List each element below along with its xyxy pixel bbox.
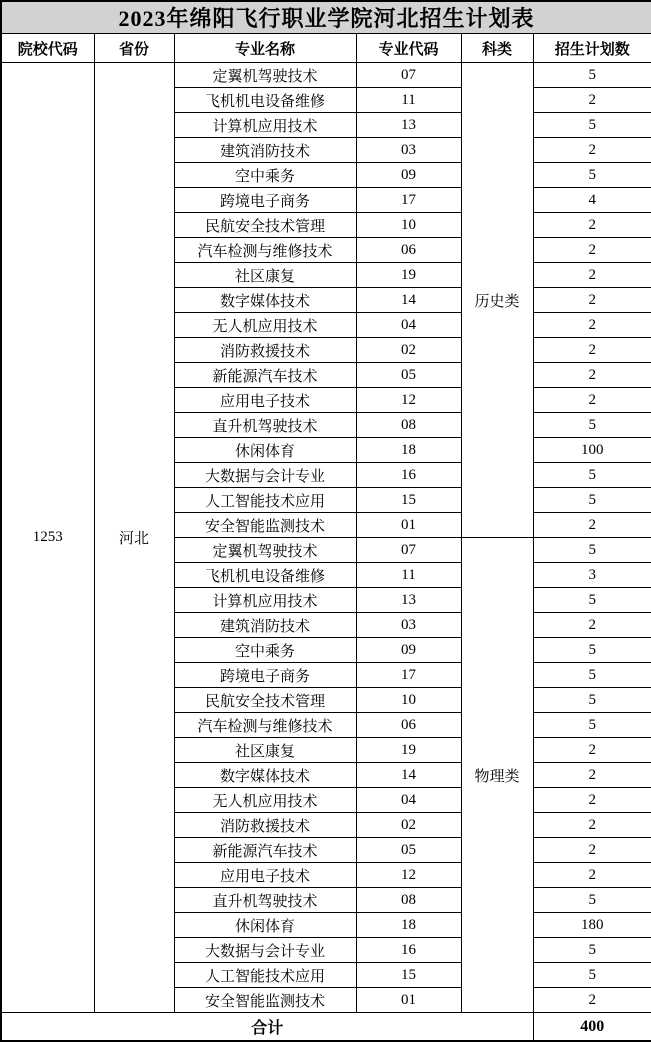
col-header-major-name: 专业名称 <box>174 34 356 63</box>
plan-count-cell: 2 <box>533 863 651 888</box>
major-code-cell: 14 <box>356 763 461 788</box>
major-code-cell: 06 <box>356 238 461 263</box>
major-code-cell: 14 <box>356 288 461 313</box>
col-header-province: 省份 <box>94 34 174 63</box>
major-name-cell: 无人机应用技术 <box>174 788 356 813</box>
total-row <box>1 1013 651 1042</box>
major-code-cell: 06 <box>356 713 461 738</box>
major-code-cell: 02 <box>356 338 461 363</box>
major-code-cell: 17 <box>356 663 461 688</box>
major-code-cell: 13 <box>356 588 461 613</box>
major-name-cell: 数字媒体技术 <box>174 288 356 313</box>
total-label: 合计 <box>1 1013 533 1042</box>
plan-count-cell: 2 <box>533 338 651 363</box>
plan-count-cell: 2 <box>533 813 651 838</box>
major-code-cell: 03 <box>356 138 461 163</box>
plan-count-cell: 4 <box>533 188 651 213</box>
table-body <box>1 63 651 1013</box>
major-code-cell: 09 <box>356 163 461 188</box>
major-code-cell: 07 <box>356 538 461 563</box>
major-code-cell: 04 <box>356 313 461 338</box>
major-name-cell: 飞机机电设备维修 <box>174 563 356 588</box>
plan-count-cell: 2 <box>533 388 651 413</box>
header-row <box>1 34 651 63</box>
major-name-cell: 大数据与会计专业 <box>174 463 356 488</box>
plan-count-cell: 2 <box>533 238 651 263</box>
major-code-cell: 02 <box>356 813 461 838</box>
major-code-cell: 01 <box>356 988 461 1013</box>
plan-count-cell: 5 <box>533 63 651 88</box>
major-name-cell: 消防救援技术 <box>174 338 356 363</box>
plan-count-cell: 2 <box>533 288 651 313</box>
col-header-major-code: 专业代码 <box>356 34 461 63</box>
major-code-cell: 19 <box>356 263 461 288</box>
plan-count-cell: 5 <box>533 413 651 438</box>
major-name-cell: 直升机驾驶技术 <box>174 413 356 438</box>
major-name-cell: 应用电子技术 <box>174 863 356 888</box>
province-cell: 河北 <box>94 63 174 1013</box>
major-name-cell: 休闲体育 <box>174 913 356 938</box>
major-name-cell: 民航安全技术管理 <box>174 213 356 238</box>
plan-count-cell: 5 <box>533 488 651 513</box>
plan-count-cell: 2 <box>533 738 651 763</box>
major-code-cell: 15 <box>356 488 461 513</box>
major-name-cell: 汽车检测与维修技术 <box>174 713 356 738</box>
major-name-cell: 定翼机驾驶技术 <box>174 63 356 88</box>
plan-count-cell: 5 <box>533 663 651 688</box>
major-name-cell: 建筑消防技术 <box>174 138 356 163</box>
col-header-college-code: 院校代码 <box>1 34 94 63</box>
plan-count-cell: 180 <box>533 913 651 938</box>
plan-count-cell: 5 <box>533 588 651 613</box>
col-header-plan-count: 招生计划数 <box>533 34 651 63</box>
major-code-cell: 16 <box>356 463 461 488</box>
page-title: 2023年绵阳飞行职业学院河北招生计划表 <box>1 1 651 34</box>
major-code-cell: 12 <box>356 863 461 888</box>
major-name-cell: 社区康复 <box>174 263 356 288</box>
major-code-cell: 03 <box>356 613 461 638</box>
major-code-cell: 10 <box>356 213 461 238</box>
major-name-cell: 安全智能监测技术 <box>174 988 356 1013</box>
plan-count-cell: 2 <box>533 513 651 538</box>
major-code-cell: 07 <box>356 63 461 88</box>
major-code-cell: 19 <box>356 738 461 763</box>
plan-count-cell: 5 <box>533 938 651 963</box>
major-name-cell: 消防救援技术 <box>174 813 356 838</box>
major-name-cell: 定翼机驾驶技术 <box>174 538 356 563</box>
plan-count-cell: 2 <box>533 613 651 638</box>
plan-count-cell: 2 <box>533 88 651 113</box>
plan-count-cell: 2 <box>533 788 651 813</box>
major-name-cell: 社区康复 <box>174 738 356 763</box>
major-name-cell: 跨境电子商务 <box>174 188 356 213</box>
major-code-cell: 05 <box>356 838 461 863</box>
major-code-cell: 01 <box>356 513 461 538</box>
plan-count-cell: 2 <box>533 263 651 288</box>
major-name-cell: 计算机应用技术 <box>174 113 356 138</box>
category-cell: 物理类 <box>461 538 533 1013</box>
plan-count-cell: 2 <box>533 363 651 388</box>
plan-count-cell: 5 <box>533 888 651 913</box>
major-name-cell: 空中乘务 <box>174 163 356 188</box>
major-code-cell: 16 <box>356 938 461 963</box>
major-name-cell: 计算机应用技术 <box>174 588 356 613</box>
major-name-cell: 新能源汽车技术 <box>174 363 356 388</box>
major-name-cell: 无人机应用技术 <box>174 313 356 338</box>
major-name-cell: 直升机驾驶技术 <box>174 888 356 913</box>
plan-count-cell: 100 <box>533 438 651 463</box>
plan-count-cell: 5 <box>533 713 651 738</box>
major-code-cell: 12 <box>356 388 461 413</box>
table-row <box>1 63 651 88</box>
major-code-cell: 08 <box>356 888 461 913</box>
major-name-cell: 人工智能技术应用 <box>174 963 356 988</box>
col-header-category: 科类 <box>461 34 533 63</box>
plan-count-cell: 5 <box>533 163 651 188</box>
major-name-cell: 跨境电子商务 <box>174 663 356 688</box>
major-code-cell: 18 <box>356 438 461 463</box>
major-code-cell: 04 <box>356 788 461 813</box>
major-code-cell: 17 <box>356 188 461 213</box>
title-row <box>1 1 651 34</box>
major-name-cell: 新能源汽车技术 <box>174 838 356 863</box>
major-name-cell: 数字媒体技术 <box>174 763 356 788</box>
major-name-cell: 空中乘务 <box>174 638 356 663</box>
plan-count-cell: 2 <box>533 763 651 788</box>
plan-count-cell: 5 <box>533 538 651 563</box>
plan-count-cell: 5 <box>533 638 651 663</box>
major-code-cell: 10 <box>356 688 461 713</box>
major-name-cell: 应用电子技术 <box>174 388 356 413</box>
plan-count-cell: 3 <box>533 563 651 588</box>
major-name-cell: 人工智能技术应用 <box>174 488 356 513</box>
plan-count-cell: 2 <box>533 313 651 338</box>
major-name-cell: 大数据与会计专业 <box>174 938 356 963</box>
major-code-cell: 11 <box>356 88 461 113</box>
college-code-cell: 1253 <box>1 63 94 1013</box>
total-value: 400 <box>533 1013 651 1042</box>
major-name-cell: 安全智能监测技术 <box>174 513 356 538</box>
major-code-cell: 15 <box>356 963 461 988</box>
major-name-cell: 汽车检测与维修技术 <box>174 238 356 263</box>
major-code-cell: 09 <box>356 638 461 663</box>
major-code-cell: 05 <box>356 363 461 388</box>
major-name-cell: 建筑消防技术 <box>174 613 356 638</box>
plan-count-cell: 5 <box>533 113 651 138</box>
plan-count-cell: 2 <box>533 138 651 163</box>
category-cell: 历史类 <box>461 63 533 538</box>
major-name-cell: 飞机机电设备维修 <box>174 88 356 113</box>
major-name-cell: 休闲体育 <box>174 438 356 463</box>
plan-count-cell: 2 <box>533 988 651 1013</box>
plan-count-cell: 5 <box>533 963 651 988</box>
major-code-cell: 08 <box>356 413 461 438</box>
major-code-cell: 13 <box>356 113 461 138</box>
major-code-cell: 18 <box>356 913 461 938</box>
plan-count-cell: 2 <box>533 838 651 863</box>
major-name-cell: 民航安全技术管理 <box>174 688 356 713</box>
plan-count-cell: 5 <box>533 688 651 713</box>
plan-count-cell: 2 <box>533 213 651 238</box>
plan-count-cell: 5 <box>533 463 651 488</box>
major-code-cell: 11 <box>356 563 461 588</box>
